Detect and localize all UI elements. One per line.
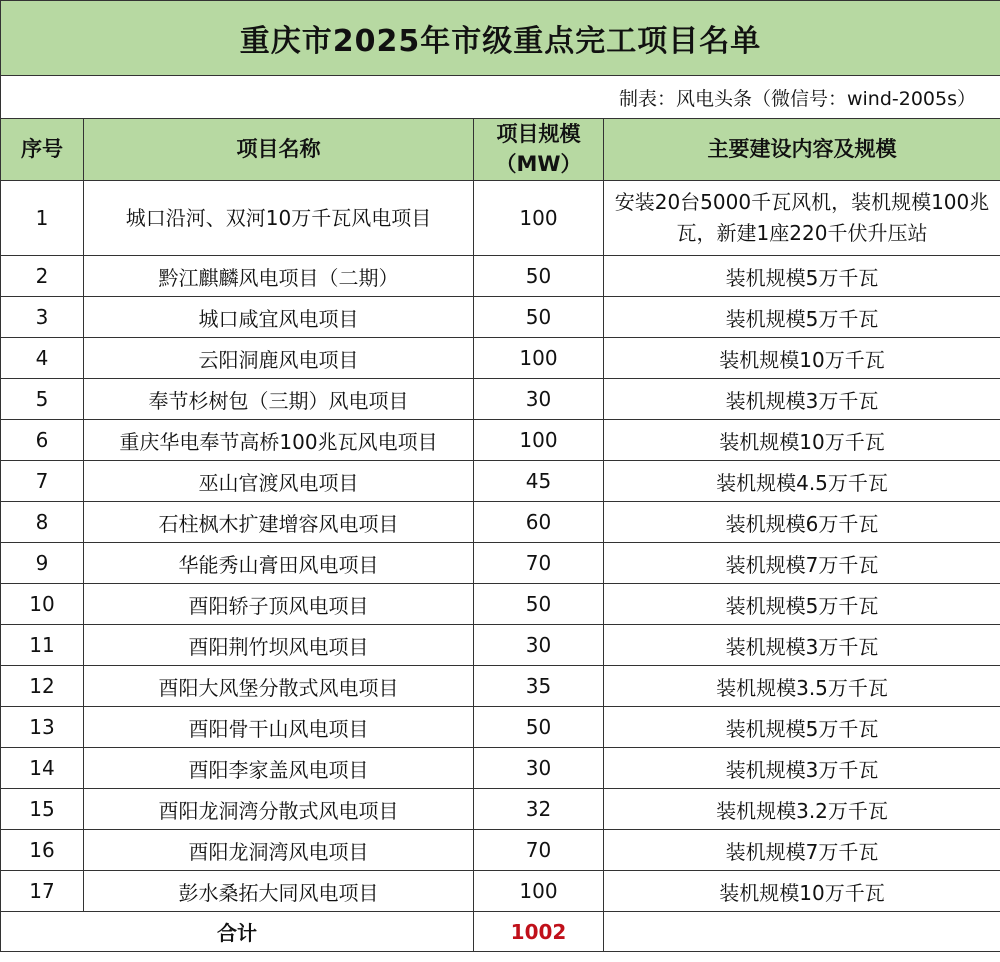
cell-content: 装机规模7万千瓦	[604, 543, 1000, 584]
cell-content: 装机规模10万千瓦	[604, 871, 1000, 912]
cell-index: 7	[1, 461, 84, 502]
cell-scale: 50	[474, 707, 604, 748]
total-empty-cell	[604, 912, 1000, 952]
cell-index: 17	[1, 871, 84, 912]
cell-index: 9	[1, 543, 84, 584]
cell-content: 装机规模3万千瓦	[604, 379, 1000, 420]
cell-name: 酉阳李家盖风电项目	[84, 748, 474, 789]
cell-name: 华能秀山膏田风电项目	[84, 543, 474, 584]
credit-text: 制表：风电头条（微信号：wind-2005s）	[1, 76, 1000, 119]
total-value: 1002	[474, 912, 604, 952]
cell-content: 装机规模10万千瓦	[604, 420, 1000, 461]
cell-index: 3	[1, 297, 84, 338]
cell-scale: 70	[474, 830, 604, 871]
cell-scale: 100	[474, 871, 604, 912]
cell-index: 8	[1, 502, 84, 543]
cell-scale: 30	[474, 625, 604, 666]
table-row	[1, 543, 1000, 584]
cell-name: 酉阳龙洞湾风电项目	[84, 830, 474, 871]
cell-scale: 50	[474, 256, 604, 297]
credit-row	[1, 76, 1000, 119]
cell-name: 奉节杉树包（三期）风电项目	[84, 379, 474, 420]
table-row	[1, 256, 1000, 297]
cell-scale: 60	[474, 502, 604, 543]
cell-scale: 100	[474, 338, 604, 379]
title-row	[1, 1, 1000, 76]
table-row	[1, 871, 1000, 912]
cell-index: 16	[1, 830, 84, 871]
table-row	[1, 748, 1000, 789]
cell-content: 装机规模5万千瓦	[604, 707, 1000, 748]
table-title: 重庆市2025年市级重点完工项目名单	[1, 1, 1000, 76]
cell-index: 13	[1, 707, 84, 748]
table-row	[1, 338, 1000, 379]
cell-name: 黔江麒麟风电项目（二期）	[84, 256, 474, 297]
cell-name: 巫山官渡风电项目	[84, 461, 474, 502]
cell-content: 装机规模3万千瓦	[604, 748, 1000, 789]
table-row	[1, 297, 1000, 338]
table-row	[1, 625, 1000, 666]
cell-name: 云阳洞鹿风电项目	[84, 338, 474, 379]
cell-scale: 45	[474, 461, 604, 502]
cell-content: 装机规模6万千瓦	[604, 502, 1000, 543]
cell-scale: 30	[474, 748, 604, 789]
table-row	[1, 789, 1000, 830]
cell-scale: 100	[474, 420, 604, 461]
header-scale-line1: 项目规模	[496, 122, 581, 147]
header-scale	[474, 119, 604, 181]
cell-content: 装机规模10万千瓦	[604, 338, 1000, 379]
total-row	[1, 912, 1000, 952]
cell-name: 酉阳龙洞湾分散式风电项目	[84, 789, 474, 830]
table-row	[1, 584, 1000, 625]
header-index: 序号	[1, 119, 84, 181]
cell-name: 重庆华电奉节高桥100兆瓦风电项目	[84, 420, 474, 461]
cell-name: 酉阳大风堡分散式风电项目	[84, 666, 474, 707]
cell-name: 城口咸宜风电项目	[84, 297, 474, 338]
cell-name: 彭水桑拓大同风电项目	[84, 871, 474, 912]
cell-index: 15	[1, 789, 84, 830]
cell-index: 2	[1, 256, 84, 297]
cell-content: 装机规模3.2万千瓦	[604, 789, 1000, 830]
table-row	[1, 181, 1000, 256]
table-row	[1, 420, 1000, 461]
cell-scale: 70	[474, 543, 604, 584]
cell-index: 10	[1, 584, 84, 625]
table-row	[1, 707, 1000, 748]
cell-index: 4	[1, 338, 84, 379]
table-row	[1, 666, 1000, 707]
table-row	[1, 379, 1000, 420]
cell-index: 6	[1, 420, 84, 461]
cell-content: 安装20台5000千瓦风机，装机规模100兆瓦，新建1座220千伏升压站	[604, 181, 1000, 256]
cell-content: 装机规模3万千瓦	[604, 625, 1000, 666]
cell-index: 14	[1, 748, 84, 789]
header-scale-line2: （MW）	[495, 151, 582, 176]
table-row	[1, 830, 1000, 871]
cell-index: 12	[1, 666, 84, 707]
cell-content: 装机规模5万千瓦	[604, 584, 1000, 625]
cell-name: 酉阳荆竹坝风电项目	[84, 625, 474, 666]
cell-scale: 50	[474, 584, 604, 625]
cell-scale: 32	[474, 789, 604, 830]
cell-name: 石柱枫木扩建增容风电项目	[84, 502, 474, 543]
cell-name: 城口沿河、双河10万千瓦风电项目	[84, 181, 474, 256]
cell-index: 1	[1, 181, 84, 256]
cell-content: 装机规模7万千瓦	[604, 830, 1000, 871]
cell-scale: 100	[474, 181, 604, 256]
cell-content: 装机规模5万千瓦	[604, 297, 1000, 338]
total-label: 合计	[1, 912, 474, 952]
cell-index: 11	[1, 625, 84, 666]
header-name: 项目名称	[84, 119, 474, 181]
cell-scale: 50	[474, 297, 604, 338]
cell-scale: 30	[474, 379, 604, 420]
table-row	[1, 502, 1000, 543]
cell-name: 酉阳轿子顶风电项目	[84, 584, 474, 625]
cell-content: 装机规模5万千瓦	[604, 256, 1000, 297]
cell-scale: 35	[474, 666, 604, 707]
cell-content: 装机规模3.5万千瓦	[604, 666, 1000, 707]
cell-name: 酉阳骨干山风电项目	[84, 707, 474, 748]
header-content: 主要建设内容及规模	[604, 119, 1000, 181]
header-row	[1, 119, 1000, 181]
cell-index: 5	[1, 379, 84, 420]
table-row	[1, 461, 1000, 502]
cell-content: 装机规模4.5万千瓦	[604, 461, 1000, 502]
